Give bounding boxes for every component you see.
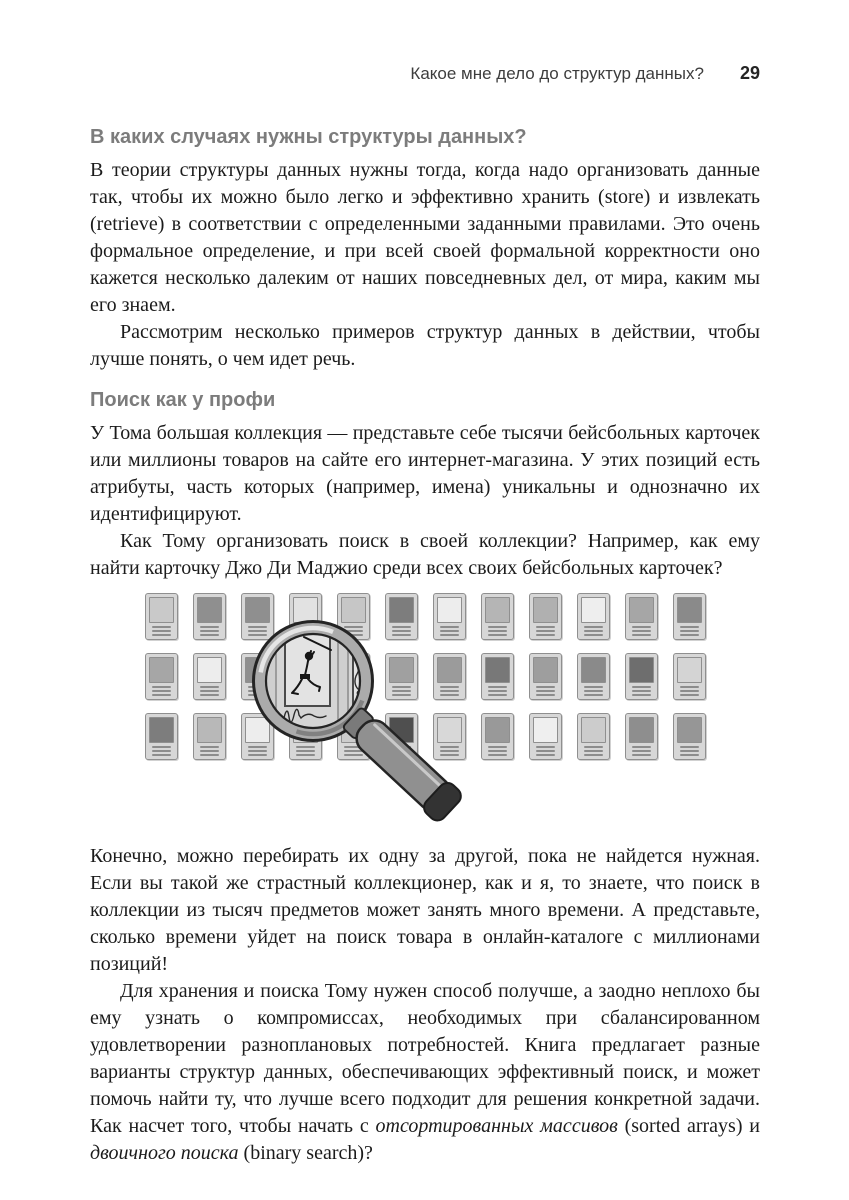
card-text-lines (533, 686, 558, 696)
card-text-line (584, 686, 603, 688)
card-text-line (680, 690, 699, 692)
card-text-line (584, 634, 603, 636)
card-text-line (152, 630, 171, 632)
baseball-card (481, 653, 514, 700)
card-text-line (584, 754, 603, 756)
card-photo (533, 657, 558, 683)
magnifying-glass-icon (190, 590, 480, 835)
paragraph-linear-search: Конечно, можно перебирать их одну за другой, пока не найдется нужная. Если вы такой же страстный коллекционер, как и я, то знаете, что поиск в коллекции из тысяч предметов может занять много времени. А представьте, сколько времени уйдет на поиск товара в онлайн-каталоге с миллионами позиций! (90, 845, 760, 975)
baseball-card (673, 653, 706, 700)
card-text-line (488, 630, 507, 632)
card-text-line (584, 750, 603, 752)
card-photo (149, 717, 174, 743)
card-text-line (152, 746, 171, 748)
card-text-line (632, 626, 651, 628)
card-photo (149, 597, 174, 623)
card-text-lines (581, 626, 606, 636)
card-text-line (584, 746, 603, 748)
card-text-line (584, 690, 603, 692)
baseball-card (145, 653, 178, 700)
card-text-line (536, 694, 555, 696)
card-text-line (536, 686, 555, 688)
card-photo (581, 717, 606, 743)
card-text-line (680, 754, 699, 756)
card-photo (485, 717, 510, 743)
baseball-card (145, 713, 178, 760)
card-text-line (632, 634, 651, 636)
paragraph-definition: В теории структуры данных нужны тогда, когда надо организовать данные так, чтобы их можно было легко и эффективно хранить (store) и извлекать (retrieve) в соответствии с определенными заданными правилами. Это очень формальное определение, и при всей своей формальной корректности оно кажется несколько далеким от наших повседневных дел, от мира, каким мы его знаем. (90, 159, 760, 316)
card-text-line (536, 630, 555, 632)
card-text-line (152, 750, 171, 752)
baseball-card (577, 593, 610, 640)
card-photo (533, 717, 558, 743)
page-number: 29 (739, 63, 760, 83)
card-text-lines (581, 746, 606, 756)
baseball-card (577, 653, 610, 700)
card-text-line (488, 750, 507, 752)
card-text-line (584, 630, 603, 632)
card-text-line (632, 754, 651, 756)
card-photo (533, 597, 558, 623)
card-photo (677, 597, 702, 623)
card-text-line (488, 626, 507, 628)
card-text-line (488, 686, 507, 688)
card-photo (629, 597, 654, 623)
card-text-line (632, 694, 651, 696)
card-text-lines (629, 626, 654, 636)
card-text-line (536, 746, 555, 748)
section-heading-when-needed: В каких случаях нужны структуры данных? (90, 126, 527, 148)
p6-text-before: Для хранения и поиска Тому нужен способ получше, а заодно неплохо бы ему узнать о компромиссах, необходимых при сбалансированном удовлетворении разноплановых потребностей. Книга предлагает разные варианты структур данных, обеспечивающих эффективный поиск, и может помочь найти ту, что лучше всего подходит для решения конкретной задачи. Как насчет того, чтобы начать с (90, 980, 760, 1137)
card-text-lines (485, 626, 510, 636)
paragraph-how-to-search: Как Тому организовать поиск в своей коллекции? Например, как ему найти карточку Джо Ди Маджио среди всех своих бейсбольных карточек? (90, 530, 760, 579)
baseball-card (625, 593, 658, 640)
card-photo (485, 657, 510, 683)
card-photo (677, 657, 702, 683)
card-text-line (488, 754, 507, 756)
card-text-line (152, 690, 171, 692)
card-photo (581, 597, 606, 623)
card-text-lines (629, 746, 654, 756)
card-text-line (536, 754, 555, 756)
cards-figure (90, 590, 760, 830)
card-text-lines (533, 626, 558, 636)
running-header-title: Какое мне дело до структур данных? (410, 64, 704, 83)
baseball-card (481, 713, 514, 760)
card-text-line (152, 634, 171, 636)
baseball-card (673, 593, 706, 640)
baseball-card (529, 653, 562, 700)
card-text-lines (485, 686, 510, 696)
card-text-line (680, 630, 699, 632)
card-text-line (152, 626, 171, 628)
card-text-line (536, 626, 555, 628)
card-text-line (152, 754, 171, 756)
card-text-lines (677, 686, 702, 696)
card-text-line (536, 690, 555, 692)
card-text-lines (629, 686, 654, 696)
card-text-line (488, 690, 507, 692)
magnifier-handle (338, 703, 464, 824)
running-header (90, 62, 760, 85)
card-text-lines (677, 746, 702, 756)
card-text-line (584, 626, 603, 628)
baseball-card (625, 653, 658, 700)
card-text-line (680, 750, 699, 752)
card-photo (149, 657, 174, 683)
card-photo (581, 657, 606, 683)
card-text-line (536, 750, 555, 752)
paragraph-examples-intro: Рассмотрим несколько примеров структур данных в действии, чтобы лучше понять, о чем идет речь. (90, 321, 760, 370)
p6-italic-binary-search: двоичного поиска (90, 1142, 239, 1164)
card-text-line (680, 634, 699, 636)
paragraph-tom-collection: У Тома большая коллекция — представьте себе тысячи бейсбольных карточек или миллионы товаров на сайте его интернет-магазина. У этих позиций есть атрибуты, часть которых (например, имена) уникальны и однозначно их идентифицируют. (90, 422, 760, 525)
p6-italic-sorted-arrays: отсортированных массивов (375, 1115, 618, 1137)
text-column (90, 0, 760, 1167)
card-text-line (680, 686, 699, 688)
paragraph-better-way (90, 978, 760, 1167)
card-text-line (632, 690, 651, 692)
baseball-card (673, 713, 706, 760)
card-text-line (632, 686, 651, 688)
card-text-lines (677, 626, 702, 636)
card-photo (677, 717, 702, 743)
baseball-card (529, 593, 562, 640)
card-text-line (488, 694, 507, 696)
card-text-line (680, 746, 699, 748)
baseball-card (625, 713, 658, 760)
card-text-line (152, 686, 171, 688)
baseball-card (481, 593, 514, 640)
p6-text-middle: (sorted arrays) и (617, 1115, 760, 1137)
card-text-line (488, 746, 507, 748)
card-text-line (632, 630, 651, 632)
card-text-lines (485, 746, 510, 756)
card-text-line (152, 694, 171, 696)
card-text-line (488, 634, 507, 636)
card-text-lines (533, 746, 558, 756)
card-text-lines (149, 626, 174, 636)
card-photo (485, 597, 510, 623)
card-text-line (632, 746, 651, 748)
card-text-lines (581, 686, 606, 696)
card-text-lines (149, 686, 174, 696)
section-heading-search-like-pro: Поиск как у профи (90, 389, 276, 411)
card-text-line (584, 694, 603, 696)
p6-text-after: (binary search)? (238, 1142, 373, 1164)
card-text-line (632, 750, 651, 752)
card-text-lines (149, 746, 174, 756)
card-text-line (680, 626, 699, 628)
card-text-line (536, 634, 555, 636)
card-photo (629, 657, 654, 683)
baseball-card (529, 713, 562, 760)
baseball-card (577, 713, 610, 760)
card-photo (629, 717, 654, 743)
card-text-line (680, 694, 699, 696)
baseball-card (145, 593, 178, 640)
